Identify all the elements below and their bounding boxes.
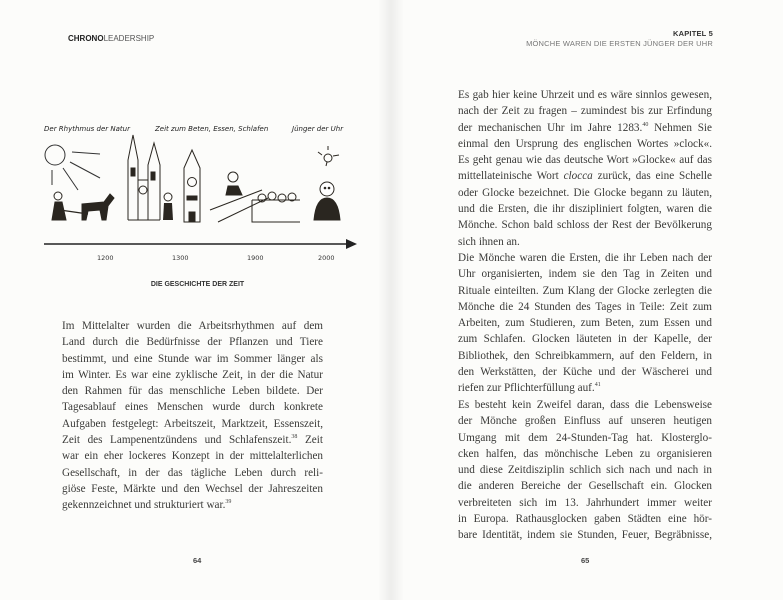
chapter-number: KAPITEL 5: [672, 29, 713, 38]
label-clock-disciples: Jünger der Uhr: [292, 125, 344, 133]
text-line: war ein eher lockeres Konzept in der mittelalterlichen: [62, 450, 323, 463]
text-line: Land durch die Bedürfnisse der Pflanzen und Tiere: [62, 336, 323, 349]
text-line: oder Glocke bezeichnet. Die Glocke begann zu läuten,: [458, 186, 712, 199]
monk-icon: [163, 193, 173, 220]
page-number: 65: [581, 556, 590, 565]
footnote-ref[interactable]: 41: [594, 382, 601, 389]
text-span: gekennzeichnet und strukturiert war.: [62, 499, 226, 512]
text-line: [458, 168, 712, 184]
text-line: Aufgaben festgelegt: Arbeitszeit, Marktzeit, Essenszeit,: [62, 417, 323, 430]
text-line: Mönche. Schon bald schloss der Rest der Bevölkerung: [458, 219, 712, 232]
text-line: den Werkstätten, der Küche und der Wäscherei und: [458, 366, 712, 379]
chapter-header: [526, 29, 713, 48]
footnote-ref[interactable]: 39: [225, 499, 232, 506]
text-line: [62, 432, 323, 448]
text-line: Uhr organisierten, indem sie den Tag in Zeiten und: [458, 268, 712, 281]
text-line: Es geht genau wie das deutsche Wort »Glocke« auf das: [458, 154, 712, 167]
text-line: in Europa. Rathausglocken gaben Städten eine hör-: [458, 513, 712, 526]
text-line: Bibliothek, den Schreibkammern, auf den Feldern, in: [458, 349, 712, 362]
tick-2000: 2000: [318, 254, 335, 262]
text-line: die anderen Bereiche der Gesellschaft ein. Glocken: [458, 480, 712, 493]
text-line: den Rahmen für das menschliche Leben bildete. Der: [62, 385, 323, 398]
brand-bold: CHRONO: [68, 34, 104, 43]
text-span: Zeit des Lampenentzündens und Schlafenszeit.: [62, 434, 292, 447]
timeline-arrowhead: [346, 239, 357, 249]
paragraph-3: [458, 397, 712, 544]
text-span: mittellateinische Wort: [458, 170, 564, 183]
book-spine-shadow: [378, 0, 404, 600]
text-span: Zeit: [297, 434, 323, 447]
text-line: sich ihnen an.: [458, 235, 520, 248]
text-line: [458, 380, 712, 396]
text-line: Die Mönche waren die Ersten, die ihr Leben nach der: [458, 252, 712, 264]
text-line: Umgang mit dem 24-Stunden-Tag hat. Klosterglo-: [458, 431, 712, 444]
text-line: cken halfen, das mönchische Leben zu organisieren: [458, 447, 712, 460]
body-text-left: [62, 318, 323, 514]
figure-caption: DIE GESCHICHTE DER ZEIT: [150, 281, 245, 288]
text-line: der Mönche großen Einfluss auf unseren heutigen: [458, 415, 712, 428]
text-line: nach der Zeit zu fragen – zumindest bis zur Erfindung: [458, 105, 712, 118]
text-span: der mechanischen Uhr im Jahre 1283.: [458, 121, 643, 134]
text-span: riefen zur Pflichterfüllung auf.: [458, 382, 595, 395]
farmer-plough-icon: [52, 192, 114, 220]
cathedral-icon: [128, 135, 160, 220]
text-line: bare Identität, indem sie Stunden, Feuer, Begräbnisse,: [458, 529, 712, 542]
chapter-title: MÖNCHE WAREN DIE ERSTEN JÜNGER DER UHR: [526, 39, 713, 48]
text-line: Es gab hier keine Uhrzeit und es wäre sinnlos gewesen,: [458, 89, 712, 101]
text-line: im Winter. Es war eine zyklische Zeit, in der die Natur: [62, 368, 323, 381]
brand-light: LEADERSHIP: [103, 34, 155, 43]
text-line: Mönche die 24 Stunden des Tages in Teile: Zeit zum: [458, 300, 712, 313]
right-page: [391, 0, 783, 600]
text-line: Rituale einteilten. Zum Klang der Glocke zerlegten die: [458, 284, 712, 297]
footnote-ref[interactable]: 40: [642, 121, 649, 128]
text-line: zum Schlafen. Glocken läuteten in der Kapelle, der: [458, 333, 712, 346]
label-monks: Zeit zum Beten, Essen, Schlafen: [155, 125, 269, 133]
tick-1200: 1200: [97, 254, 114, 262]
text-line: [62, 497, 323, 513]
smiling-person-icon: [314, 182, 340, 220]
text-line: einmal den Ursprung des englischen Wortes »clock«.: [458, 137, 712, 150]
lightbulb-icon: [318, 146, 339, 166]
sun-icon: [45, 145, 100, 190]
tick-1900: 1900: [247, 254, 264, 262]
assembly-line-icon: [210, 172, 300, 222]
paragraph-2: [458, 250, 712, 397]
text-span: zurück, das eine Schelle: [592, 170, 712, 183]
text-line: und diese Zeitdisziplin schlich sich nach und nach in: [458, 464, 712, 477]
text-line: Tagesablauf eines Menschen wurde durch konkrete: [62, 401, 323, 414]
paragraph-1: [458, 87, 712, 250]
text-line: verbreiteten sich im 13. Jahrhundert immer weiter: [458, 496, 712, 509]
left-page: [0, 0, 391, 600]
text-line: giöse Feste, Märkte und den Wechsel der Jahreszeiten: [62, 482, 323, 495]
text-line: bestimmt, und eine Stunde war im Sommer länger als: [62, 352, 323, 365]
text-line: [458, 120, 712, 136]
text-line: Gesellschaft, in der das tägliche Leben durch reli-: [62, 466, 323, 479]
italic-term: clocca: [563, 170, 593, 183]
footnote-ref[interactable]: 38: [291, 434, 298, 441]
timeline-illustration: [0, 0, 391, 280]
clock-tower-icon: [184, 150, 200, 222]
text-line: Im Mittelalter wurden die Arbeitsrhythmen auf dem: [62, 320, 323, 332]
text-line: Es besteht kein Zweifel daran, dass die Lebensweise: [458, 399, 712, 411]
tick-1300: 1300: [172, 254, 189, 262]
page-number: 64: [193, 556, 202, 565]
text-line: Arbeiten, zum Studieren, zum Beten, zum Essen und: [458, 317, 712, 330]
text-span: Nehmen Sie: [648, 121, 712, 134]
text-line: und die Ersten, die ihr diszipliniert folgten, waren die: [458, 203, 712, 216]
label-nature: Der Rhythmus der Natur: [44, 125, 130, 133]
